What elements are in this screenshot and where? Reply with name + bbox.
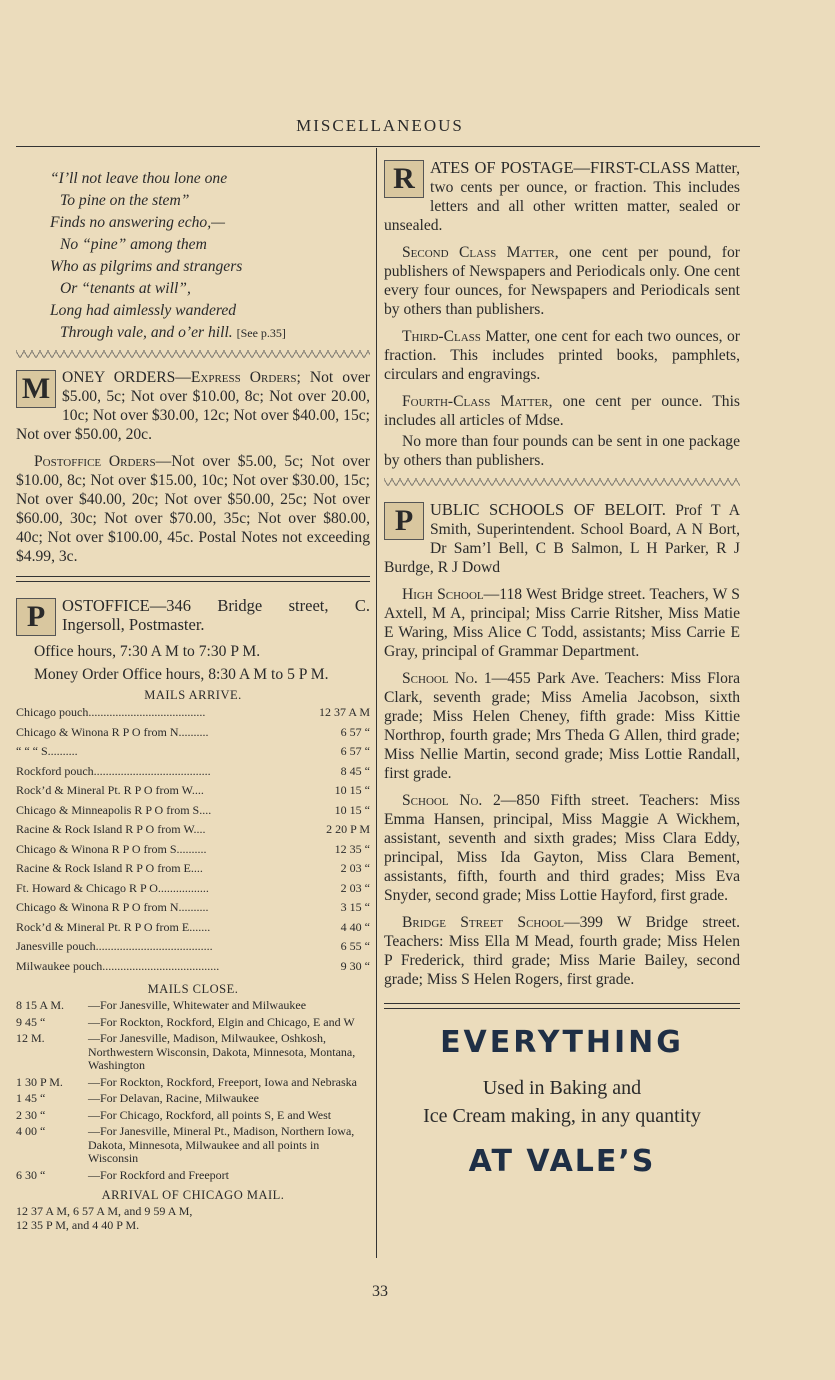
mail-route: Rockford pouch....................................... (16, 763, 211, 778)
mail-route: Chicago & Winona R P O from N.......... (16, 724, 209, 739)
bridge-street-school (384, 913, 740, 989)
second-class-body: , one cent per pound, for publishers of Newspapers and Periodicals only. One cent every four ounces, for Newspapers and Periodicals sent by others than publishers. (384, 244, 740, 318)
school-no-1-label: School No. 1 (402, 670, 492, 687)
high-school (384, 585, 740, 661)
close-time: 6 30 “ (16, 1167, 46, 1182)
postage-section (384, 158, 740, 470)
school-no-2 (384, 791, 740, 905)
postoffice-section (16, 596, 370, 1232)
mail-route: Milwaukee pouch....................................... (16, 958, 220, 973)
mail-arrive-row (16, 725, 370, 745)
poem-line: Long had aimlessly wandered (50, 302, 237, 319)
ad-line: Ice Cream making, in any quantity (423, 1105, 701, 1127)
mail-arrive-row (16, 822, 370, 842)
close-desc: —For Rockton, Rockford, Freeport, Iowa and Nebraska (88, 1074, 357, 1089)
mail-time: 9 30 “ (340, 958, 370, 973)
mail-time: 12 37 A M (318, 705, 370, 719)
schools-intro (384, 500, 740, 577)
third-class-label: Third-Class (402, 328, 481, 345)
close-desc: —For Janesville, Madison, Milwaukee, Oshkosh, Northwestern Wisconsin, Dakota, Minnesota, Montana, Washington (88, 1031, 356, 1072)
dropcap-p: P (16, 598, 56, 636)
postage-third (384, 327, 740, 384)
mail-route: Chicago & Winona R P O from S.......... (16, 841, 207, 856)
mail-arrive-row (16, 744, 370, 764)
poem (16, 168, 370, 344)
arrival-line: 12 35 P M, and 4 40 P M. (16, 1217, 140, 1232)
arrival-line: 12 37 A M, 6 57 A M, and 9 59 A M, (16, 1204, 193, 1218)
mail-route: Ft. Howard & Chicago R P O................. (16, 880, 209, 895)
postage-title: ATES OF POSTAGE—FIRST-CLASS (430, 158, 691, 177)
mail-arrive-row (16, 705, 370, 725)
column-divider (376, 148, 377, 1258)
close-desc: —For Rockford and Freeport (88, 1167, 229, 1182)
school-no-2-body: —850 Fifth street. Teachers: Miss Emma Hansen, principal, Miss Maggie A Wickhem, assistant, seventh and sixth grades; Miss Clara Eddy, principal, Miss Ida Gayton, Miss Clara Bement, assistants, fifth, fourth and third grades; Miss Eva Snyder, second grade; Miss Lottie Hayford, first grade. (384, 792, 740, 904)
right-column (384, 158, 740, 1179)
schools-intro-text: Prof T A Smith, Superintendent. School Board, A N Bort, Dr Sam’l Bell, C B Salmon, L H Parker, R J Burdge, R J Dowd (384, 502, 740, 576)
ad-bottom: AT VALE’S (468, 1144, 656, 1179)
mail-arrive-row (16, 842, 370, 862)
bridge-school-label: Bridge Street School (402, 914, 564, 931)
poem-line: No “pine” among them (60, 236, 207, 253)
poem-line: Who as pilgrims and strangers (50, 258, 243, 275)
mail-arrive-row (16, 861, 370, 881)
close-desc: —For Janesville, Mineral Pt., Madison, Northern Iowa, Dakota, Minnesota, Milwaukee and all points in Wisconsin (88, 1124, 355, 1165)
close-time: 2 30 “ (16, 1107, 46, 1122)
fourth-class-body: , one cent per ounce. This includes all articles of Mdse. (384, 393, 740, 429)
poem-line: Finds no answering echo,— (50, 214, 225, 231)
mail-time: 8 45 “ (340, 763, 370, 778)
money-orders-intro (16, 368, 370, 444)
mail-route: Rock’d & Mineral Pt. R P O from W.... (16, 783, 204, 797)
close-time: 8 15 A M. (16, 998, 65, 1012)
postoffice-title (16, 596, 370, 634)
double-rule (384, 1003, 740, 1009)
office-hours: Office hours, 7:30 A M to 7:30 P M. (34, 643, 261, 660)
mail-route: Chicago pouch....................................... (16, 705, 206, 719)
mail-time: 2 03 “ (340, 880, 370, 895)
mail-close-item (16, 1125, 370, 1166)
mail-arrive-row (16, 900, 370, 920)
mail-arrive-row (16, 959, 370, 979)
schools-title: UBLIC SCHOOLS OF BELOIT. (430, 500, 666, 519)
close-time: 1 45 “ (16, 1091, 46, 1105)
close-time: 9 45 “ (16, 1014, 46, 1029)
mail-time: 4 40 “ (340, 919, 370, 934)
ad-line: Used in Baking and (482, 1077, 642, 1099)
poem-line: To pine on the stem” (60, 192, 190, 209)
mail-route: Chicago & Winona R P O from N.......... (16, 900, 209, 914)
mail-arrive-row (16, 881, 370, 901)
mail-close-item (16, 1032, 370, 1073)
mail-route: Racine & Rock Island R P O from W.... (16, 822, 206, 836)
poem-reference: [See p.35] (236, 326, 286, 340)
mail-arrive-row (16, 939, 370, 959)
school-no-2-label: School No. 2 (402, 792, 501, 809)
mails-arrive-table (16, 705, 370, 978)
school-no-1 (384, 669, 740, 783)
mail-time: 2 03 “ (340, 861, 370, 875)
mail-route: Janesville pouch....................................... (16, 939, 213, 953)
poem-line: Or “tenants at will”, (60, 280, 191, 297)
arrival-heading: ARRIVAL OF CHICAGO MAIL. (101, 1188, 285, 1202)
high-school-label: High School (402, 586, 484, 603)
mail-close-item (16, 1169, 370, 1183)
mail-time: 6 57 “ (340, 744, 370, 758)
mail-route: “ “ “ S.......... (16, 744, 78, 758)
close-desc: —For Chicago, Rockford, all points S, E and West (88, 1107, 332, 1122)
high-school-body: —118 West Bridge street. Teachers, W S Axtell, M A, principal; Miss Carrie Ritsher, Miss Matie E Waring, Miss Alice C Todd, assistants; Miss Carrie E Gray, principal of Grammar Department. (384, 586, 740, 660)
mail-route: Racine & Rock Island R P O from E.... (16, 861, 203, 875)
school-no-1-body: —455 Park Ave. Teachers: Miss Flora Clark, seventh grade; Miss Amelia Jacobson, sixth grade; Miss Helen Cheney, fifth grade: Miss Kittie Northrop, fourth grade; Mrs Theda G Allen, third grade; Miss Nellie Martin, second grade; Miss Lottie Randall, first grade. (384, 670, 740, 782)
arrival-times (16, 1205, 370, 1232)
mail-time: 10 15 “ (334, 802, 370, 817)
money-orders-section (16, 368, 370, 566)
money-orders-title: ONEY ORDERS— (62, 369, 191, 386)
dropcap-r: R (384, 160, 424, 198)
po-orders-label: Postoffice Orders (34, 453, 156, 470)
postage-second (384, 243, 740, 319)
mails-arrive-heading: MAILS ARRIVE. (144, 688, 242, 702)
left-column (16, 158, 370, 1232)
schools-section (384, 500, 740, 989)
vales-advertisement (384, 1025, 740, 1179)
money-orders-body: Not over $5.00, 5c; Not over $10.00, 8c; Not over 20.00, 10c; Not over $30.00, 12c; Not over $40.00, 15c; Not over $50.00, 20c. (16, 369, 371, 443)
postage-note: No more than four pounds can be sent in one package by others than publishers. (384, 433, 740, 469)
close-time: 4 00 “ (16, 1124, 46, 1138)
postage-fourth (384, 392, 740, 430)
header-rule (16, 146, 760, 147)
double-rule (16, 576, 370, 582)
close-time: 1 30 P M. (16, 1074, 63, 1089)
second-class-label: Second Class Matter (402, 244, 555, 261)
wavy-divider (16, 350, 370, 358)
mails-close-heading: MAILS CLOSE. (147, 982, 239, 996)
mail-route: Rock’d & Mineral Pt. R P O from E....... (16, 919, 211, 934)
mail-close-item (16, 1076, 370, 1090)
money-orders-sub: Express Orders; (190, 369, 301, 386)
close-desc: —For Delavan, Racine, Milwaukee (88, 1091, 259, 1105)
ad-title: EVERYTHING (440, 1025, 684, 1060)
poem-line-last (50, 322, 370, 344)
mail-time: 2 20 P M (326, 822, 370, 836)
postage-first (384, 158, 740, 235)
fourth-class-label: Fourth-Class Matter (402, 393, 549, 410)
third-class-body: Matter, one cent for each two ounces, or fraction. This includes printed books, pamphlets, circulars and engravings. (384, 328, 740, 383)
mail-time: 6 57 “ (340, 724, 370, 739)
poem-line: Through vale, and o’er hill. (60, 324, 233, 341)
close-desc: —For Rockton, Rockford, Elgin and Chicago, E and W (88, 1014, 355, 1029)
bridge-school-body: —399 W Bridge street. Teachers: Miss Ella M Mead, fourth grade; Miss Helen P Frederick, third grade; Miss Marie Bailey, second grade; Miss S Helen Rogers, first grade. (384, 914, 740, 988)
postoffice-orders (16, 452, 370, 566)
mail-arrive-row (16, 764, 370, 784)
mail-close-item (16, 1016, 370, 1030)
mail-time: 3 15 “ (340, 900, 370, 914)
postoffice-title-text: OSTOFFICE—346 Bridge street, C. Ingersoll, Postmaster. (62, 596, 370, 634)
dropcap-m: M (16, 370, 56, 408)
wavy-divider (384, 478, 740, 486)
mail-arrive-row (16, 783, 370, 803)
mail-route: Chicago & Minneapolis R P O from S.... (16, 802, 212, 817)
page-number: 33 (372, 1283, 388, 1300)
poem-line: “I’ll not leave thou lone one (50, 170, 228, 187)
mails-close-list (16, 999, 370, 1182)
po-orders-body: —Not over $5.00, 5c; Not over $10.00, 8c; Not over $15.00, 10c; Not over $30.00, 15c; Not over $40.00, 20c; Not over $50.00, 25c; Not over $60.00, 30c; Not over $70.00, 35c; Not over $80.00, 40c; Not over $100.00, 45c. Postal Notes not exceeding $4.99, 3c. (16, 453, 370, 565)
close-time: 12 M. (16, 1031, 45, 1045)
mail-close-item (16, 1109, 370, 1123)
mail-arrive-row (16, 803, 370, 823)
mail-arrive-row (16, 920, 370, 940)
money-order-hours: Money Order Office hours, 8:30 A M to 5 P M. (34, 666, 329, 683)
close-desc: —For Janesville, Whitewater and Milwaukee (88, 998, 307, 1012)
dropcap-p: P (384, 502, 424, 540)
mail-time: 6 55 “ (340, 939, 370, 953)
page-header: MISCELLANEOUS (296, 116, 464, 135)
mail-time: 10 15 “ (334, 783, 370, 797)
postage-p1: Matter, two cents per ounce, or fraction. This includes letters and all other written matter, sealed or unsealed. (384, 160, 740, 234)
mail-close-item (16, 1092, 370, 1106)
mail-close-item (16, 999, 370, 1013)
mail-time: 12 35 “ (334, 841, 370, 856)
